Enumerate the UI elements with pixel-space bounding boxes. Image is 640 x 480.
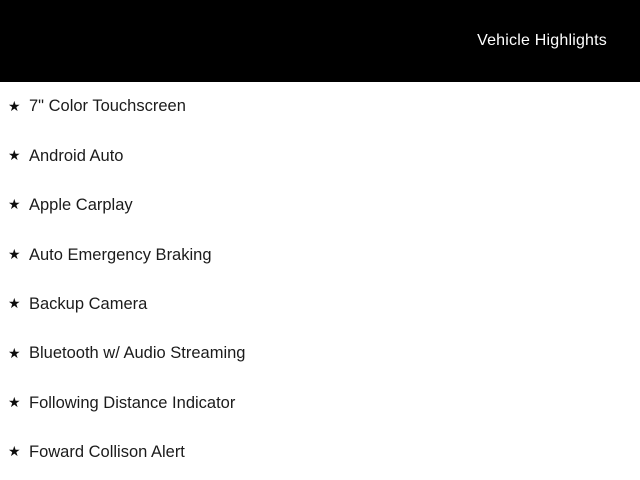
list-item-label: Following Distance Indicator [29, 393, 236, 412]
star-icon: ★ [8, 148, 21, 165]
page-title: Vehicle Highlights [477, 32, 607, 49]
list-item [0, 181, 640, 230]
list-item-label: Foward Collison Alert [29, 443, 185, 462]
list-item-label: Backup Camera [29, 295, 148, 313]
star-icon: ★ [8, 395, 21, 412]
star-icon: ★ [8, 296, 21, 313]
list-item-label: Bluetooth w/ Audio Streaming [29, 344, 246, 363]
list-item [0, 131, 640, 180]
list-item-label: Apple Carplay [29, 196, 133, 215]
star-icon: ★ [8, 345, 21, 362]
star-icon: ★ [8, 98, 21, 115]
list-item-label: 7" Color Touchscreen [29, 97, 186, 116]
star-icon: ★ [8, 246, 21, 263]
star-icon: ★ [8, 444, 21, 461]
list-item [0, 230, 640, 279]
star-icon: ★ [8, 197, 21, 214]
list-item [0, 82, 640, 131]
list-item [0, 428, 640, 477]
list-item [0, 329, 640, 378]
header-bar [0, 0, 640, 82]
list-item [0, 378, 640, 427]
highlights-list [0, 82, 640, 477]
list-item-label: Auto Emergency Braking [29, 245, 212, 264]
list-item [0, 280, 640, 329]
list-item-label: Android Auto [29, 146, 124, 165]
